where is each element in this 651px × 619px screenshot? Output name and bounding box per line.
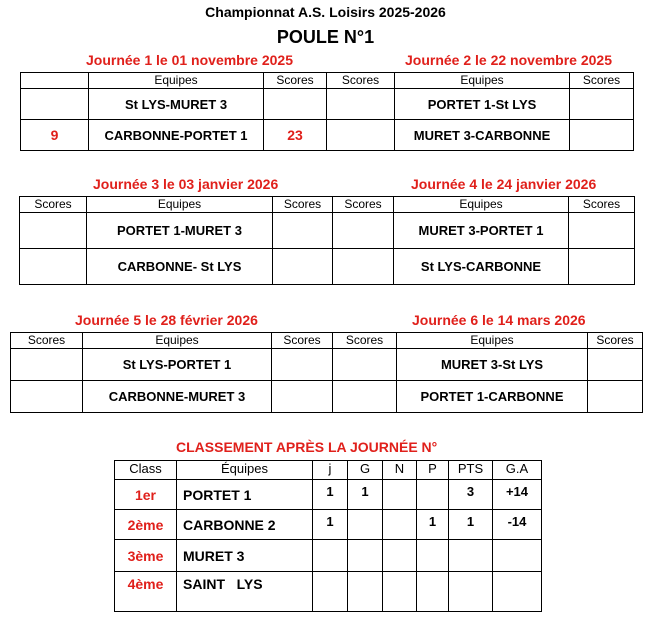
equipes-header: Equipes: [397, 333, 588, 349]
ranking-row: [115, 510, 542, 540]
scores-header: Scores: [570, 73, 634, 89]
score-cell: [333, 213, 394, 249]
match-cell: St LYS-MURET 3: [89, 89, 264, 120]
pts-header: PTS: [449, 461, 493, 480]
score-cell: [272, 349, 333, 381]
pool-title: POULE N°1: [276, 27, 375, 47]
score-cell: [333, 249, 394, 285]
ga-cell: -14: [493, 510, 542, 540]
score-cell: [273, 213, 333, 249]
rank-cell: 1er: [115, 480, 177, 510]
ranking-table: [114, 460, 542, 612]
team-cell: SAINT LYS: [177, 572, 313, 612]
equipes-header: Equipes: [394, 197, 569, 213]
journee-3-title: Journée 3 le 03 janvier 2026: [93, 176, 279, 192]
scores-header: Scores: [273, 197, 333, 213]
ga-header: G.A: [493, 461, 542, 480]
ranking-row: [115, 540, 542, 572]
match-cell: St LYS-PORTET 1: [83, 349, 272, 381]
score-cell: 9: [21, 120, 89, 151]
j-cell: 1: [313, 510, 348, 540]
score-cell: [569, 249, 635, 285]
scores-header: Scores: [333, 333, 397, 349]
n-cell: [383, 510, 417, 540]
journee-6-title: Journée 6 le 14 mars 2026: [412, 312, 586, 328]
j-header: j: [313, 461, 348, 480]
scores-header: Scores: [327, 73, 395, 89]
g-cell: 1: [348, 480, 383, 510]
match-cell: St LYS-CARBONNE: [394, 249, 569, 285]
blank-header-cell: [21, 73, 89, 89]
n-cell: [383, 480, 417, 510]
match-cell: CARBONNE-MURET 3: [83, 381, 272, 413]
p-cell: [417, 480, 449, 510]
p-cell: 1: [417, 510, 449, 540]
journee-5-title: Journée 5 le 28 février 2026: [75, 312, 258, 328]
score-cell: [11, 349, 83, 381]
rank-cell: 3ème: [115, 540, 177, 572]
p-cell: [417, 540, 449, 572]
match-cell: PORTET 1-St LYS: [395, 89, 570, 120]
pts-cell: 3: [449, 480, 493, 510]
g-cell: [348, 540, 383, 572]
score-cell: [569, 213, 635, 249]
score-cell: [264, 89, 327, 120]
match-cell: PORTET 1-MURET 3: [87, 213, 273, 249]
match-cell: MURET 3-St LYS: [397, 349, 588, 381]
rank-cell: 4ème: [115, 572, 177, 612]
equipes-header: Equipes: [83, 333, 272, 349]
match-cell: PORTET 1-CARBONNE: [397, 381, 588, 413]
score-cell: [333, 381, 397, 413]
ranking-row: [115, 572, 542, 612]
score-cell: [327, 89, 395, 120]
j-cell: 1: [313, 480, 348, 510]
score-cell: [570, 89, 634, 120]
ranking-title: CLASSEMENT APRÈS LA JOURNÉE N°: [176, 439, 438, 455]
g-cell: [348, 572, 383, 612]
journee-1-title: Journée 1 le 01 novembre 2025: [86, 52, 293, 68]
match-cell: CARBONNE- St LYS: [87, 249, 273, 285]
score-cell: [588, 381, 643, 413]
scores-header: Scores: [333, 197, 394, 213]
scores-header: Scores: [264, 73, 327, 89]
equipes-header: Equipes: [395, 73, 570, 89]
j-cell: [313, 540, 348, 572]
scores-header: Scores: [588, 333, 643, 349]
score-cell: [327, 120, 395, 151]
ga-cell: [493, 540, 542, 572]
n-cell: [383, 572, 417, 612]
score-cell: [20, 249, 87, 285]
team-cell: CARBONNE 2: [177, 510, 313, 540]
equipes-header: Equipes: [89, 73, 264, 89]
class-header: Class: [115, 461, 177, 480]
score-cell: [20, 213, 87, 249]
score-cell: [272, 381, 333, 413]
team-cell: PORTET 1: [177, 480, 313, 510]
pts-cell: [449, 572, 493, 612]
match-cell: MURET 3-PORTET 1: [394, 213, 569, 249]
team-cell: MURET 3: [177, 540, 313, 572]
scores-header: Scores: [11, 333, 83, 349]
scores-header: Scores: [569, 197, 635, 213]
p-cell: [417, 572, 449, 612]
score-cell: [333, 349, 397, 381]
journee-3-4-table: [19, 196, 635, 285]
pts-cell: [449, 540, 493, 572]
journee-4-title: Journée 4 le 24 janvier 2026: [411, 176, 597, 192]
ga-cell: [493, 572, 542, 612]
n-cell: [383, 540, 417, 572]
equipes-header: Équipes: [177, 461, 313, 480]
scores-header: Scores: [20, 197, 87, 213]
j-cell: [313, 572, 348, 612]
score-cell: [588, 349, 643, 381]
document-title: Championnat A.S. Loisirs 2025-2026: [205, 4, 446, 20]
pts-cell: 1: [449, 510, 493, 540]
g-cell: [348, 510, 383, 540]
journee-2-title: Journée 2 le 22 novembre 2025: [405, 52, 612, 68]
rank-cell: 2ème: [115, 510, 177, 540]
journee-1-2-table: [20, 72, 634, 151]
score-cell: [11, 381, 83, 413]
score-cell: [273, 249, 333, 285]
score-cell: [21, 89, 89, 120]
score-cell: [570, 120, 634, 151]
match-cell: CARBONNE-PORTET 1: [89, 120, 264, 151]
g-header: G: [348, 461, 383, 480]
ga-cell: +14: [493, 480, 542, 510]
journee-5-6-table: [10, 332, 643, 413]
scores-header: Scores: [272, 333, 333, 349]
n-header: N: [383, 461, 417, 480]
score-cell: 23: [264, 120, 327, 151]
equipes-header: Equipes: [87, 197, 273, 213]
match-cell: MURET 3-CARBONNE: [395, 120, 570, 151]
p-header: P: [417, 461, 449, 480]
ranking-row: [115, 480, 542, 510]
